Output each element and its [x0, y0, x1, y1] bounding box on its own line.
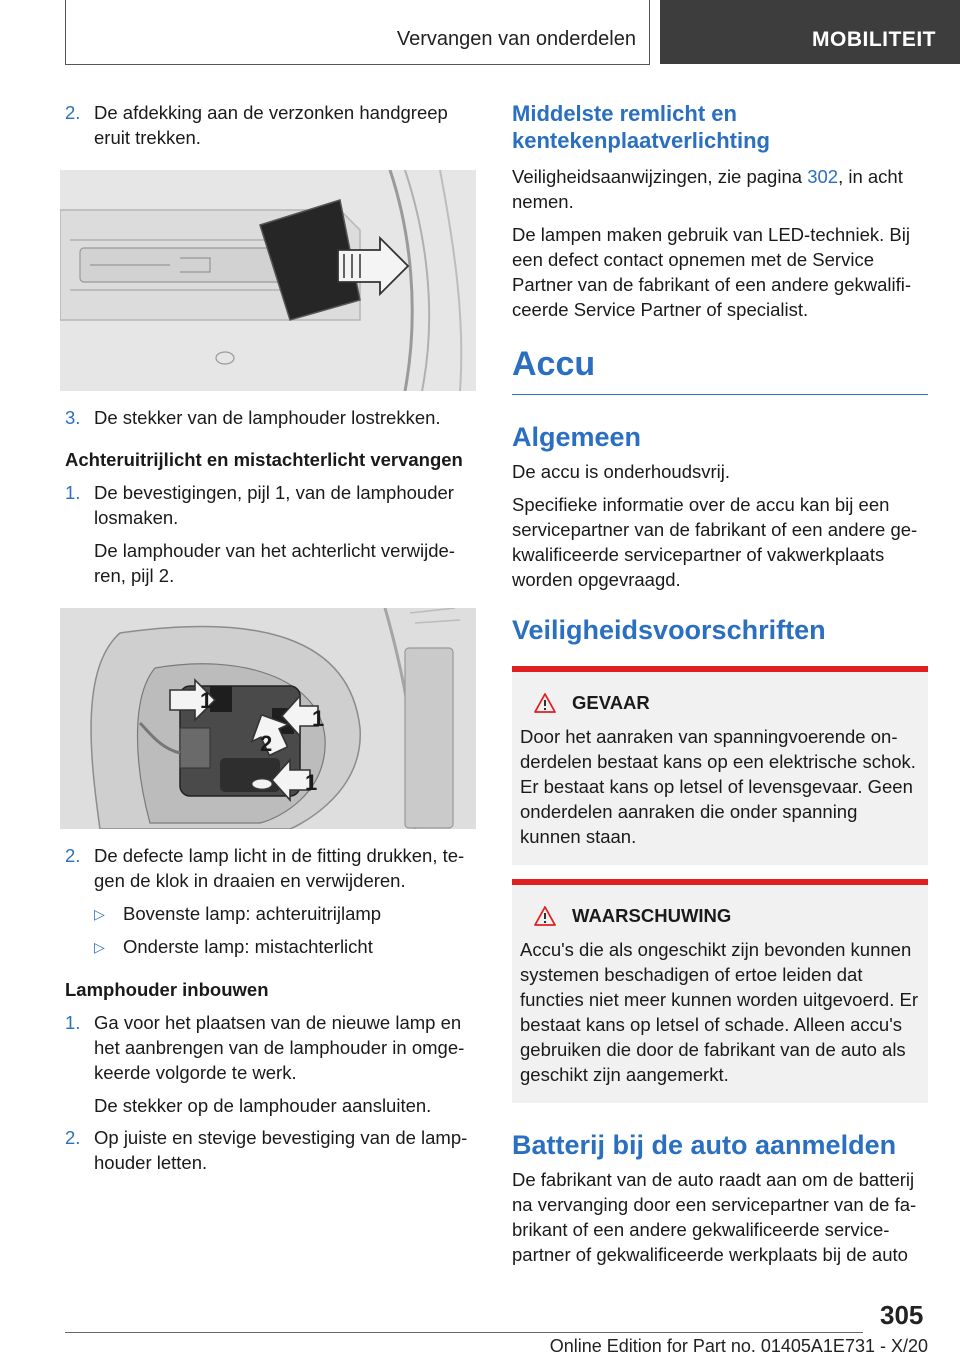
danger-box: [512, 666, 928, 865]
heading-brake-plate-light: Middelste remlicht en kentekenplaatverlichting: [512, 101, 770, 153]
arrow-label: 1: [312, 706, 325, 731]
bullet-item-lower-lamp: [94, 934, 477, 960]
triangle-bullet-icon: ▷: [94, 906, 105, 922]
heading-veiligheid: Veiligheidsvoorschriften: [512, 615, 826, 645]
right-column: [512, 100, 928, 1267]
header-left-rule: [65, 0, 66, 64]
header-section-title: Vervangen van onderdelen: [396, 28, 636, 50]
warning-box: [512, 879, 928, 1103]
warning-triangle-icon: [534, 906, 556, 926]
heading-rule: [512, 394, 928, 395]
heading-algemeen: Algemeen: [512, 422, 642, 452]
step-text: De afdekking aan de verzonken handgreep eruit trekken.: [94, 102, 448, 148]
danger-label: GEVAAR: [572, 692, 650, 713]
step-text-continued: De lamphouder van het achterlicht verwijderen, pijl 2.: [94, 540, 455, 586]
bullet-text: Bovenste lamp: achteruitrijlamp: [123, 903, 382, 924]
step-text: De defecte lamp licht in de fitting drukken, tegen de klok in draaien en verwijderen.: [94, 845, 465, 891]
step-reassemble: [65, 1010, 477, 1118]
step-number: 2.: [65, 102, 81, 123]
page-number: 305: [880, 1300, 924, 1330]
safety-text-post: , in acht nemen.: [512, 166, 903, 212]
step-text: De stekker van de lamphouder lostrekken.: [94, 407, 441, 428]
step-unplug: [65, 405, 477, 430]
safety-reference: [512, 164, 928, 214]
triangle-bullet-icon: ▷: [94, 939, 105, 955]
step-number: 1.: [65, 1012, 81, 1033]
figure-recessed-handle: [60, 170, 476, 391]
arrow-label: 2: [260, 731, 273, 756]
heading-batterij: Batterij bij de auto aanmelden: [512, 1130, 897, 1160]
algemeen-paragraph-2: Specifieke informatie over de accu kan bij een servicepartner van de fabrikant of een andere gekwalificeerde servicepartner of vakwerkplaats worden opgevraagd.: [512, 494, 918, 590]
warning-label: WAARSCHUWING: [572, 905, 732, 926]
header-divider: [649, 0, 650, 64]
warning-text: Accu's die als ongeschikt zijn bevonden kunnen systemen beschadigen of ertoe leiden dat functies niet meer kunnen worden uitgevoerd. Er bestaat kans op letsel of schade. Alleen accu's gebruiken die door de fabrikant van de auto als geschikt zijn aangemerkt.: [520, 939, 918, 1085]
step-number: 2.: [65, 845, 81, 866]
bullet-text: Onderste lamp: mistachterlicht: [123, 936, 373, 957]
subheading-reverse-fog-light: Achteruitrijlicht en mistachterlicht vervangen: [65, 449, 463, 470]
heading-accu: Accu: [512, 345, 596, 383]
batterij-paragraph: De fabrikant van de auto raadt aan om de batterij na vervanging door een servicepartner van de fabrikant of een andere gekwalificeerde servicepartner of gekwalificeerde werkplaats bij de auto: [512, 1169, 917, 1265]
arrow-label: 1: [305, 770, 318, 795]
led-paragraph: De lampen maken gebruik van LED-techniek. Bij een defect contact opnemen met de Service Partner van de fabrikant of een andere gekwalificeerde Service Partner of specialist.: [512, 224, 912, 320]
step-remove-cover: [65, 100, 477, 150]
header-bottom-rule: [65, 64, 650, 65]
step-text: De bevestigingen, pijl 1, van de lamphouder losmaken.: [94, 482, 454, 528]
page-reference-link[interactable]: 302: [807, 166, 839, 187]
warning-triangle-icon: [534, 693, 556, 713]
danger-title: [520, 692, 920, 714]
algemeen-paragraph-1: De accu is onderhoudsvrij.: [512, 461, 730, 482]
footer-edition: Online Edition for Part no. 01405A1E731 - X/20: [549, 1336, 928, 1356]
step-number: 2.: [65, 1127, 81, 1148]
step-text: Ga voor het plaatsen van de nieuwe lamp en het aanbrengen van de lamphouder in omgekeerde volgorde te werk.: [94, 1012, 465, 1083]
safety-text-pre: Veiligheidsaanwijzingen, zie pagina: [512, 166, 808, 187]
header-chapter-tab[interactable]: MOBILITEIT: [660, 0, 960, 64]
step-text: Op juiste en stevige bevestiging van de lamphouder letten.: [94, 1127, 468, 1173]
danger-text: Door het aanraken van spanningvoerende onderdelen bestaat kans op een elektrische schok. Er bestaat kans op letsel of levensgevaar. Geen onderdelen aanraken die onder spanning kunnen staan.: [520, 726, 916, 847]
bullet-item-upper-lamp: [94, 901, 477, 927]
subheading-install-holder: Lamphouder inbouwen: [65, 979, 269, 1000]
figure-lamp-holder: [60, 608, 476, 829]
step-check-fit: [65, 1125, 477, 1175]
arrow-label: 1: [200, 688, 213, 713]
left-column: [65, 100, 477, 1175]
footer-rule: [65, 1332, 863, 1333]
step-number: 1.: [65, 482, 81, 503]
step-text-continued: De stekker op de lamphouder aansluiten.: [94, 1095, 432, 1116]
recessed-handle-illustration: [60, 170, 476, 391]
warning-title: [520, 905, 920, 927]
step-number: 3.: [65, 407, 81, 428]
lamp-holder-illustration: [60, 608, 476, 829]
step-loosen-holder: [65, 480, 477, 588]
step-remove-bulb: [65, 843, 477, 893]
